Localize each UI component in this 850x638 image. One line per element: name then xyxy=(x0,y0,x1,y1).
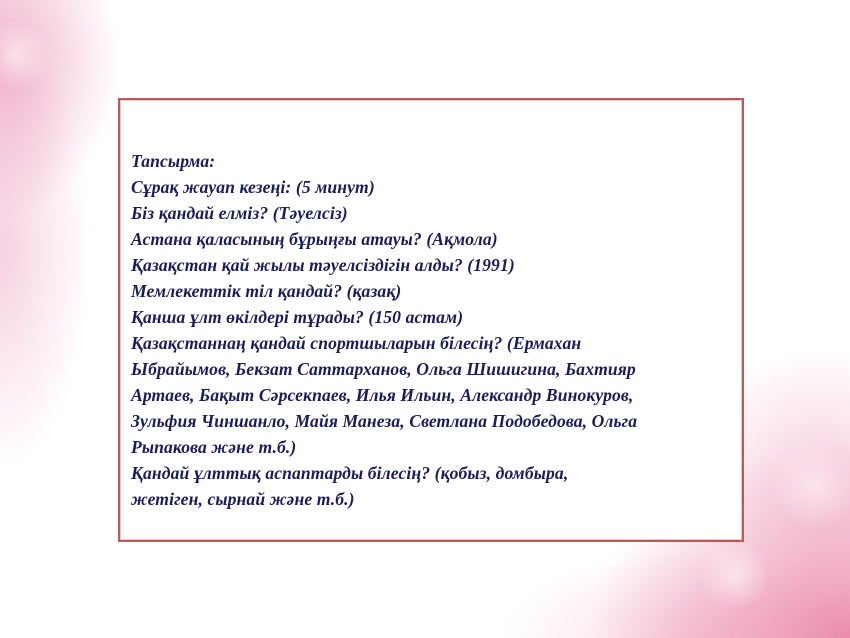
text-body xyxy=(131,148,731,512)
text-line: Мемлекеттік тіл қандай? (қазақ) xyxy=(131,281,402,301)
task-heading: Тапсырма: xyxy=(131,151,216,171)
text-line: Ыбрайымов, Бекзат Саттарханов, Ольга Шишигина, Бахтияр xyxy=(131,359,636,379)
bokeh-light xyxy=(700,540,770,610)
text-line: Рыпакова және т.б.) xyxy=(131,437,297,457)
text-line: Қанша ұлт өкілдері тұрады? (150 астам) xyxy=(131,307,464,327)
text-line: Зульфия Чиншанло, Майя Манеза, Светлана Подобедова, Ольга xyxy=(131,411,638,431)
text-line: Біз қандай елміз? (Тәуелсіз) xyxy=(131,203,348,223)
text-line: Қандай ұлттық аспаптарды білесің? (қобыз, домбыра, xyxy=(131,463,569,483)
text-line: Сұрақ жауап кезеңі: (5 минут) xyxy=(131,177,375,197)
text-line: Астана қаласының бұрыңғы атауы? (Ақмола) xyxy=(131,229,498,249)
text-line: Қазақстаннаң қандай спортшыларын білесің? (Ермахан xyxy=(131,333,582,353)
bokeh-light xyxy=(770,440,850,530)
text-frame xyxy=(118,98,744,542)
text-line: Артаев, Бақыт Сәрсекпаев, Илья Ильин, Александр Винокуров, xyxy=(131,385,634,405)
text-line: жетіген, сырнай және т.б.) xyxy=(131,489,355,509)
text-line: Қазақстан қай жылы тәуелсіздігін алды? (1991) xyxy=(131,255,515,275)
